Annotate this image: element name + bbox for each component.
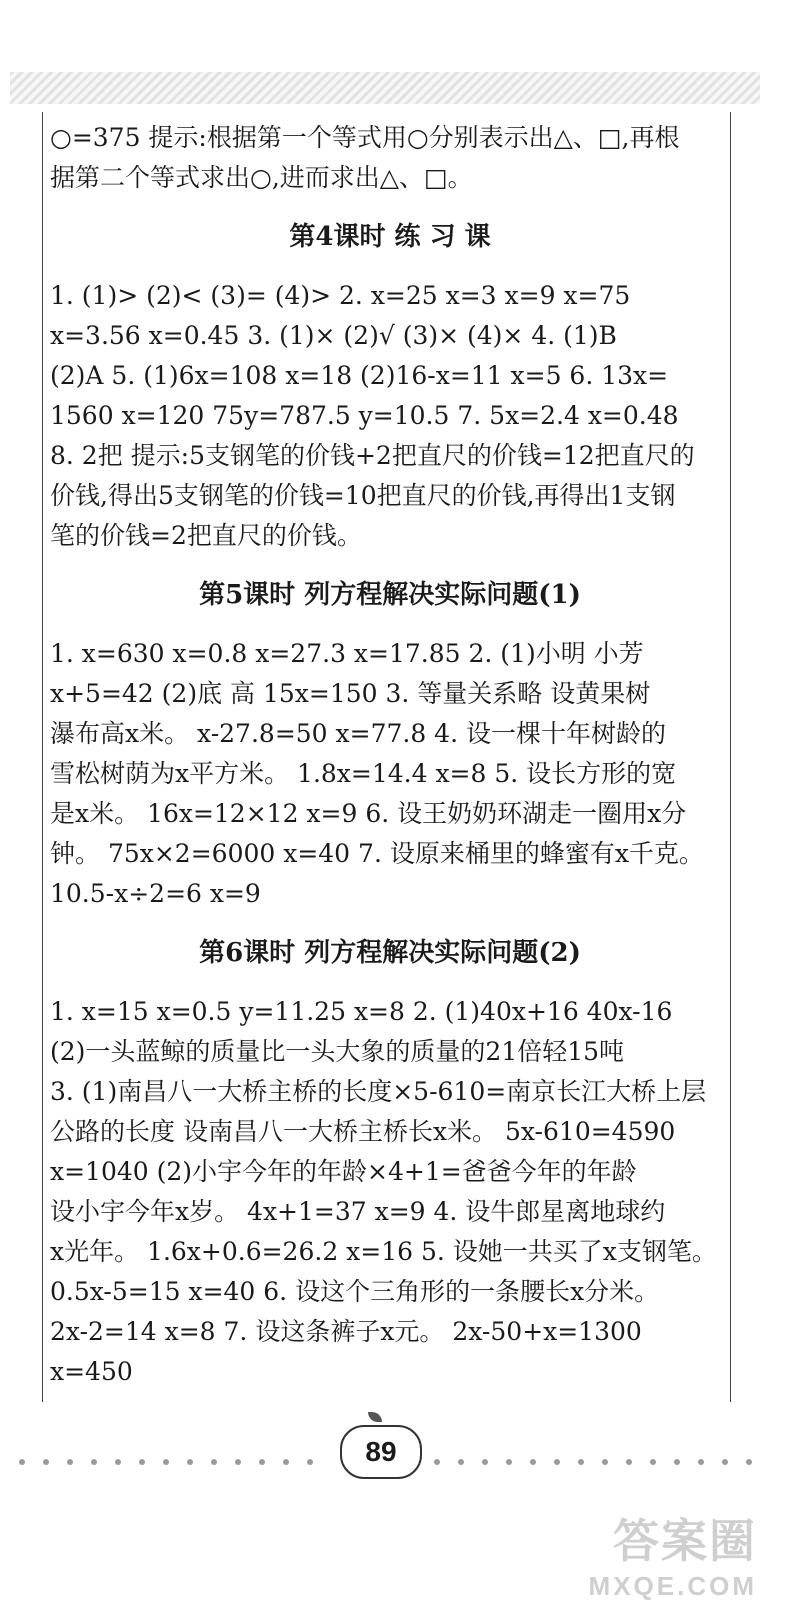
section-title-lesson-6: 第6课时 列方程解决实际问题(2) <box>199 938 581 968</box>
answer-line: 3. (1)南昌八一大桥主桥的长度×5-610=南京长江大桥上层 <box>50 1077 707 1106</box>
intro-line: 据第二个等式求出○,进而求出△、□。 <box>50 163 473 192</box>
left-margin-rule <box>42 112 43 1402</box>
answer-line: 笔的价钱=2把直尺的价钱。 <box>50 521 362 550</box>
watermark-title: 答案圈 <box>613 1515 757 1567</box>
answer-line: 10.5-x÷2=6 x=9 <box>50 879 261 908</box>
answer-line: 1560 x=120 75y=787.5 y=10.5 7. 5x=2.4 x=0.48 <box>50 401 679 430</box>
answer-line: 8. 2把 提示:5支钢笔的价钱+2把直尺的价钱=12把直尺的 <box>50 441 695 470</box>
answer-line: x=1040 (2)小宇今年的年龄×4+1=爸爸今年的年龄 <box>50 1157 637 1186</box>
answer-line: 0.5x-5=15 x=40 6. 设这个三角形的一条腰长x分米。 <box>50 1277 660 1306</box>
answer-line: 价钱,得出5支钢笔的价钱=10把直尺的价钱,再得出1支钢 <box>50 481 676 510</box>
watermark <box>589 1505 757 1602</box>
answer-line: 设小宇今年x岁。 4x+1=37 x=9 4. 设牛郎星离地球约 <box>50 1197 666 1226</box>
intro-line: ○=375 提示:根据第一个等式用○分别表示出△、□,再根 <box>50 123 680 152</box>
answer-line: (2)一头蓝鲸的质量比一头大象的质量的21倍轻15吨 <box>50 1037 625 1066</box>
answer-content <box>50 118 730 1392</box>
footer-dots-right <box>425 1450 775 1470</box>
footer-dots-left <box>10 1450 340 1470</box>
answer-line: 雪松树荫为x平方米。 1.8x=14.4 x=8 5. 设长方形的宽 <box>50 759 677 788</box>
section-title-lesson-5: 第5课时 列方程解决实际问题(1) <box>199 580 581 610</box>
answer-line: 1. x=15 x=0.5 y=11.25 x=8 2. (1)40x+16 40x-16 <box>50 997 673 1026</box>
right-margin-rule <box>730 112 731 1402</box>
answer-line: x+5=42 (2)底 高 15x=150 3. 等量关系略 设黄果树 <box>50 679 651 708</box>
answer-line: x=450 <box>50 1357 133 1386</box>
answer-line: 2x-2=14 x=8 7. 设这条裤子x元。 2x-50+x=1300 <box>50 1317 642 1346</box>
section-title-lesson-4: 第4课时 练 习 课 <box>289 222 491 252</box>
answer-line: x=3.56 x=0.45 3. (1)× (2)√ (3)× (4)× 4. (1)B <box>50 321 617 350</box>
page-number: 89 <box>340 1425 422 1479</box>
answer-line: 1. (1)> (2)< (3)= (4)> 2. x=25 x=3 x=9 x=75 <box>50 281 631 310</box>
answer-line: 1. x=630 x=0.8 x=27.3 x=17.85 2. (1)小明 小芳 <box>50 639 644 668</box>
answer-line: x光年。 1.6x+0.6=26.2 x=16 5. 设她一共买了x支钢笔。 <box>50 1237 717 1266</box>
header-decoration-band <box>10 72 760 104</box>
answer-line: 钟。 75x×2=6000 x=40 7. 设原来桶里的蜂蜜有x千克。 <box>50 839 704 868</box>
answer-line: 公路的长度 设南昌八一大桥主桥长x米。 5x-610=4590 <box>50 1117 676 1146</box>
apple-leaf-icon <box>368 1412 382 1422</box>
answer-line: 是x米。 16x=12×12 x=9 6. 设王奶奶环湖走一圈用x分 <box>50 799 687 828</box>
watermark-url: MXQE.COM <box>588 1571 757 1601</box>
answer-line: (2)A 5. (1)6x=108 x=18 (2)16-x=11 x=5 6. 13x= <box>50 361 669 390</box>
answer-line: 瀑布高x米。 x-27.8=50 x=77.8 4. 设一棵十年树龄的 <box>50 719 666 748</box>
